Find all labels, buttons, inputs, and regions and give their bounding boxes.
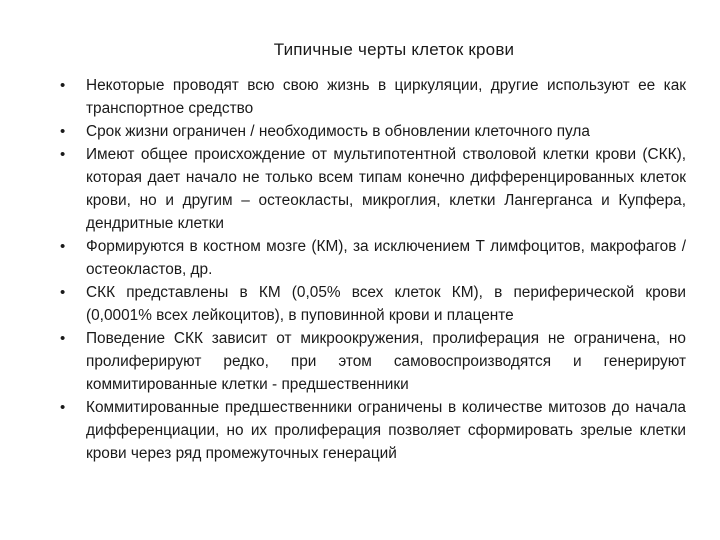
- bullet-text: Формируются в костном мозге (КМ), за исключением Т лимфоцитов, макрофагов / остеокластов, др.: [86, 238, 686, 278]
- bullet-item: [60, 327, 686, 396]
- bullet-icon: •: [60, 330, 66, 347]
- bullet-item: [60, 396, 686, 465]
- bullet-text: Срок жизни ограничен / необходимость в обновлении клеточного пула: [86, 123, 590, 140]
- bullet-item: [60, 281, 686, 327]
- bullet-icon: •: [60, 238, 66, 255]
- bullet-text: СКК представлены в КМ (0,05% всех клеток КМ), в периферической крови (0,0001% всех лейкоцитов), в пуповинной крови и плаценте: [86, 284, 686, 324]
- bullet-item: [60, 74, 686, 120]
- bullet-text: Имеют общее происхождение от мультипотентной стволовой клетки крови (СКК), которая дает начало не только всем типам конечно дифференцированных клеток крови, но и другим – остеокласты, микроглия, клетки Лангерганса и Купфера, дендритные клетки: [86, 146, 686, 232]
- bullet-icon: •: [60, 77, 66, 94]
- bullet-list: [60, 74, 686, 465]
- bullet-text: Поведение СКК зависит от микроокружения, пролиферация не ограничена, но пролиферируют редко, при этом самовоспроизводятся и генерируют коммитированные клетки - предшественники: [86, 330, 686, 393]
- bullet-icon: •: [60, 399, 66, 416]
- bullet-text: Некоторые проводят всю свою жизнь в циркуляции, другие используют ее как транспортное средство: [86, 77, 686, 117]
- bullet-text: Коммитированные предшественники ограничены в количестве митозов до начала дифференциации, но их пролиферация позволяет сформировать зрелые клетки крови через ряд промежуточных генераций: [86, 399, 686, 462]
- bullet-icon: •: [60, 146, 66, 163]
- bullet-icon: •: [60, 284, 66, 301]
- bullet-item: [60, 235, 686, 281]
- bullet-item: [60, 143, 686, 235]
- slide-title: Типичные черты клеток крови: [273, 40, 515, 59]
- bullet-icon: •: [60, 123, 66, 140]
- bullet-item: [60, 120, 686, 143]
